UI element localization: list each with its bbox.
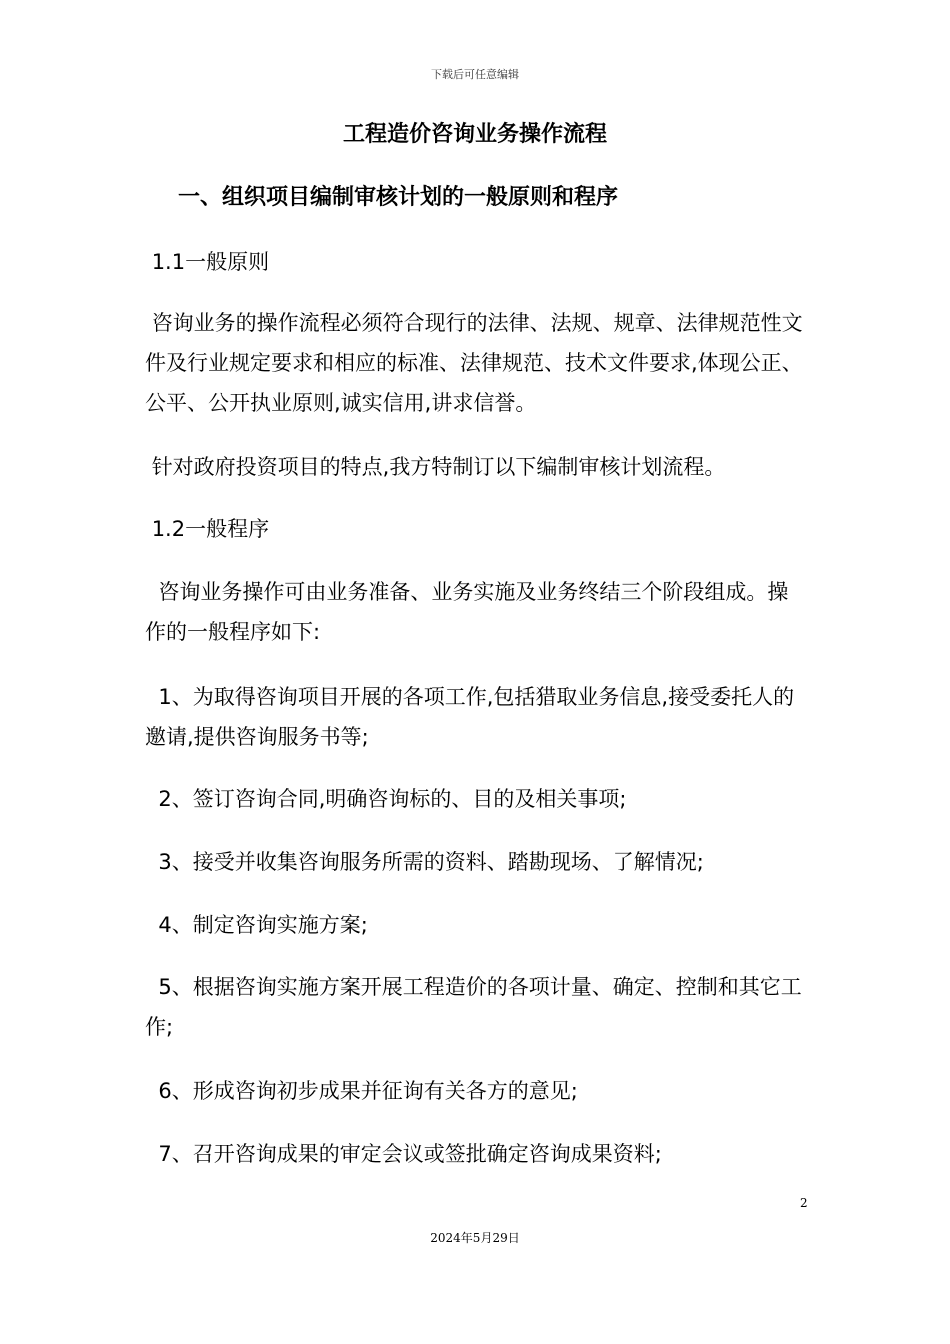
header-note: 下载后可任意编辑 [431, 68, 519, 81]
step-1: 1、为取得咨询项目开展的各项工作,包括猎取业务信息,接受委托人的邀请,提供咨询服务书等; [145, 685, 795, 749]
paragraph-principle: 咨询业务的操作流程必须符合现行的法律、法规、规章、法律规范性文件及行业规定要求和相应的标准、法律规范、技术文件要求,体现公正、公平、公开执业原则,诚实信用,讲求信誉。 [145, 311, 803, 415]
step-2: 2、签订咨询合同,明确咨询标的、目的及相关事项; [145, 787, 627, 811]
section-heading: 一、组织项目编制审核计划的一般原则和程序 [178, 185, 619, 210]
step-4: 4、制定咨询实施方案; [145, 913, 368, 937]
subheading-1-1: 1.1一般原则 [145, 250, 270, 274]
page-number: 2 [800, 1196, 808, 1210]
paragraph-plan: 针对政府投资项目的特点,我方特制订以下编制审核计划流程。 [145, 455, 726, 479]
step-3: 3、接受并收集咨询服务所需的资料、踏勘现场、了解情况; [145, 850, 704, 874]
step-7: 7、召开咨询成果的审定会议或签批确定咨询成果资料; [145, 1142, 662, 1166]
step-5: 5、根据咨询实施方案开展工程造价的各项计量、确定、控制和其它工作; [145, 975, 802, 1039]
paragraph-stages: 咨询业务操作可由业务准备、业务实施及业务终结三个阶段组成。操作的一般程序如下: [145, 580, 789, 644]
footer-date: 2024年5月29日 [430, 1231, 520, 1245]
document-title: 工程造价咨询业务操作流程 [342, 122, 607, 147]
subheading-1-2: 1.2一般程序 [145, 517, 270, 541]
step-6: 6、形成咨询初步成果并征询有关各方的意见; [145, 1079, 578, 1103]
